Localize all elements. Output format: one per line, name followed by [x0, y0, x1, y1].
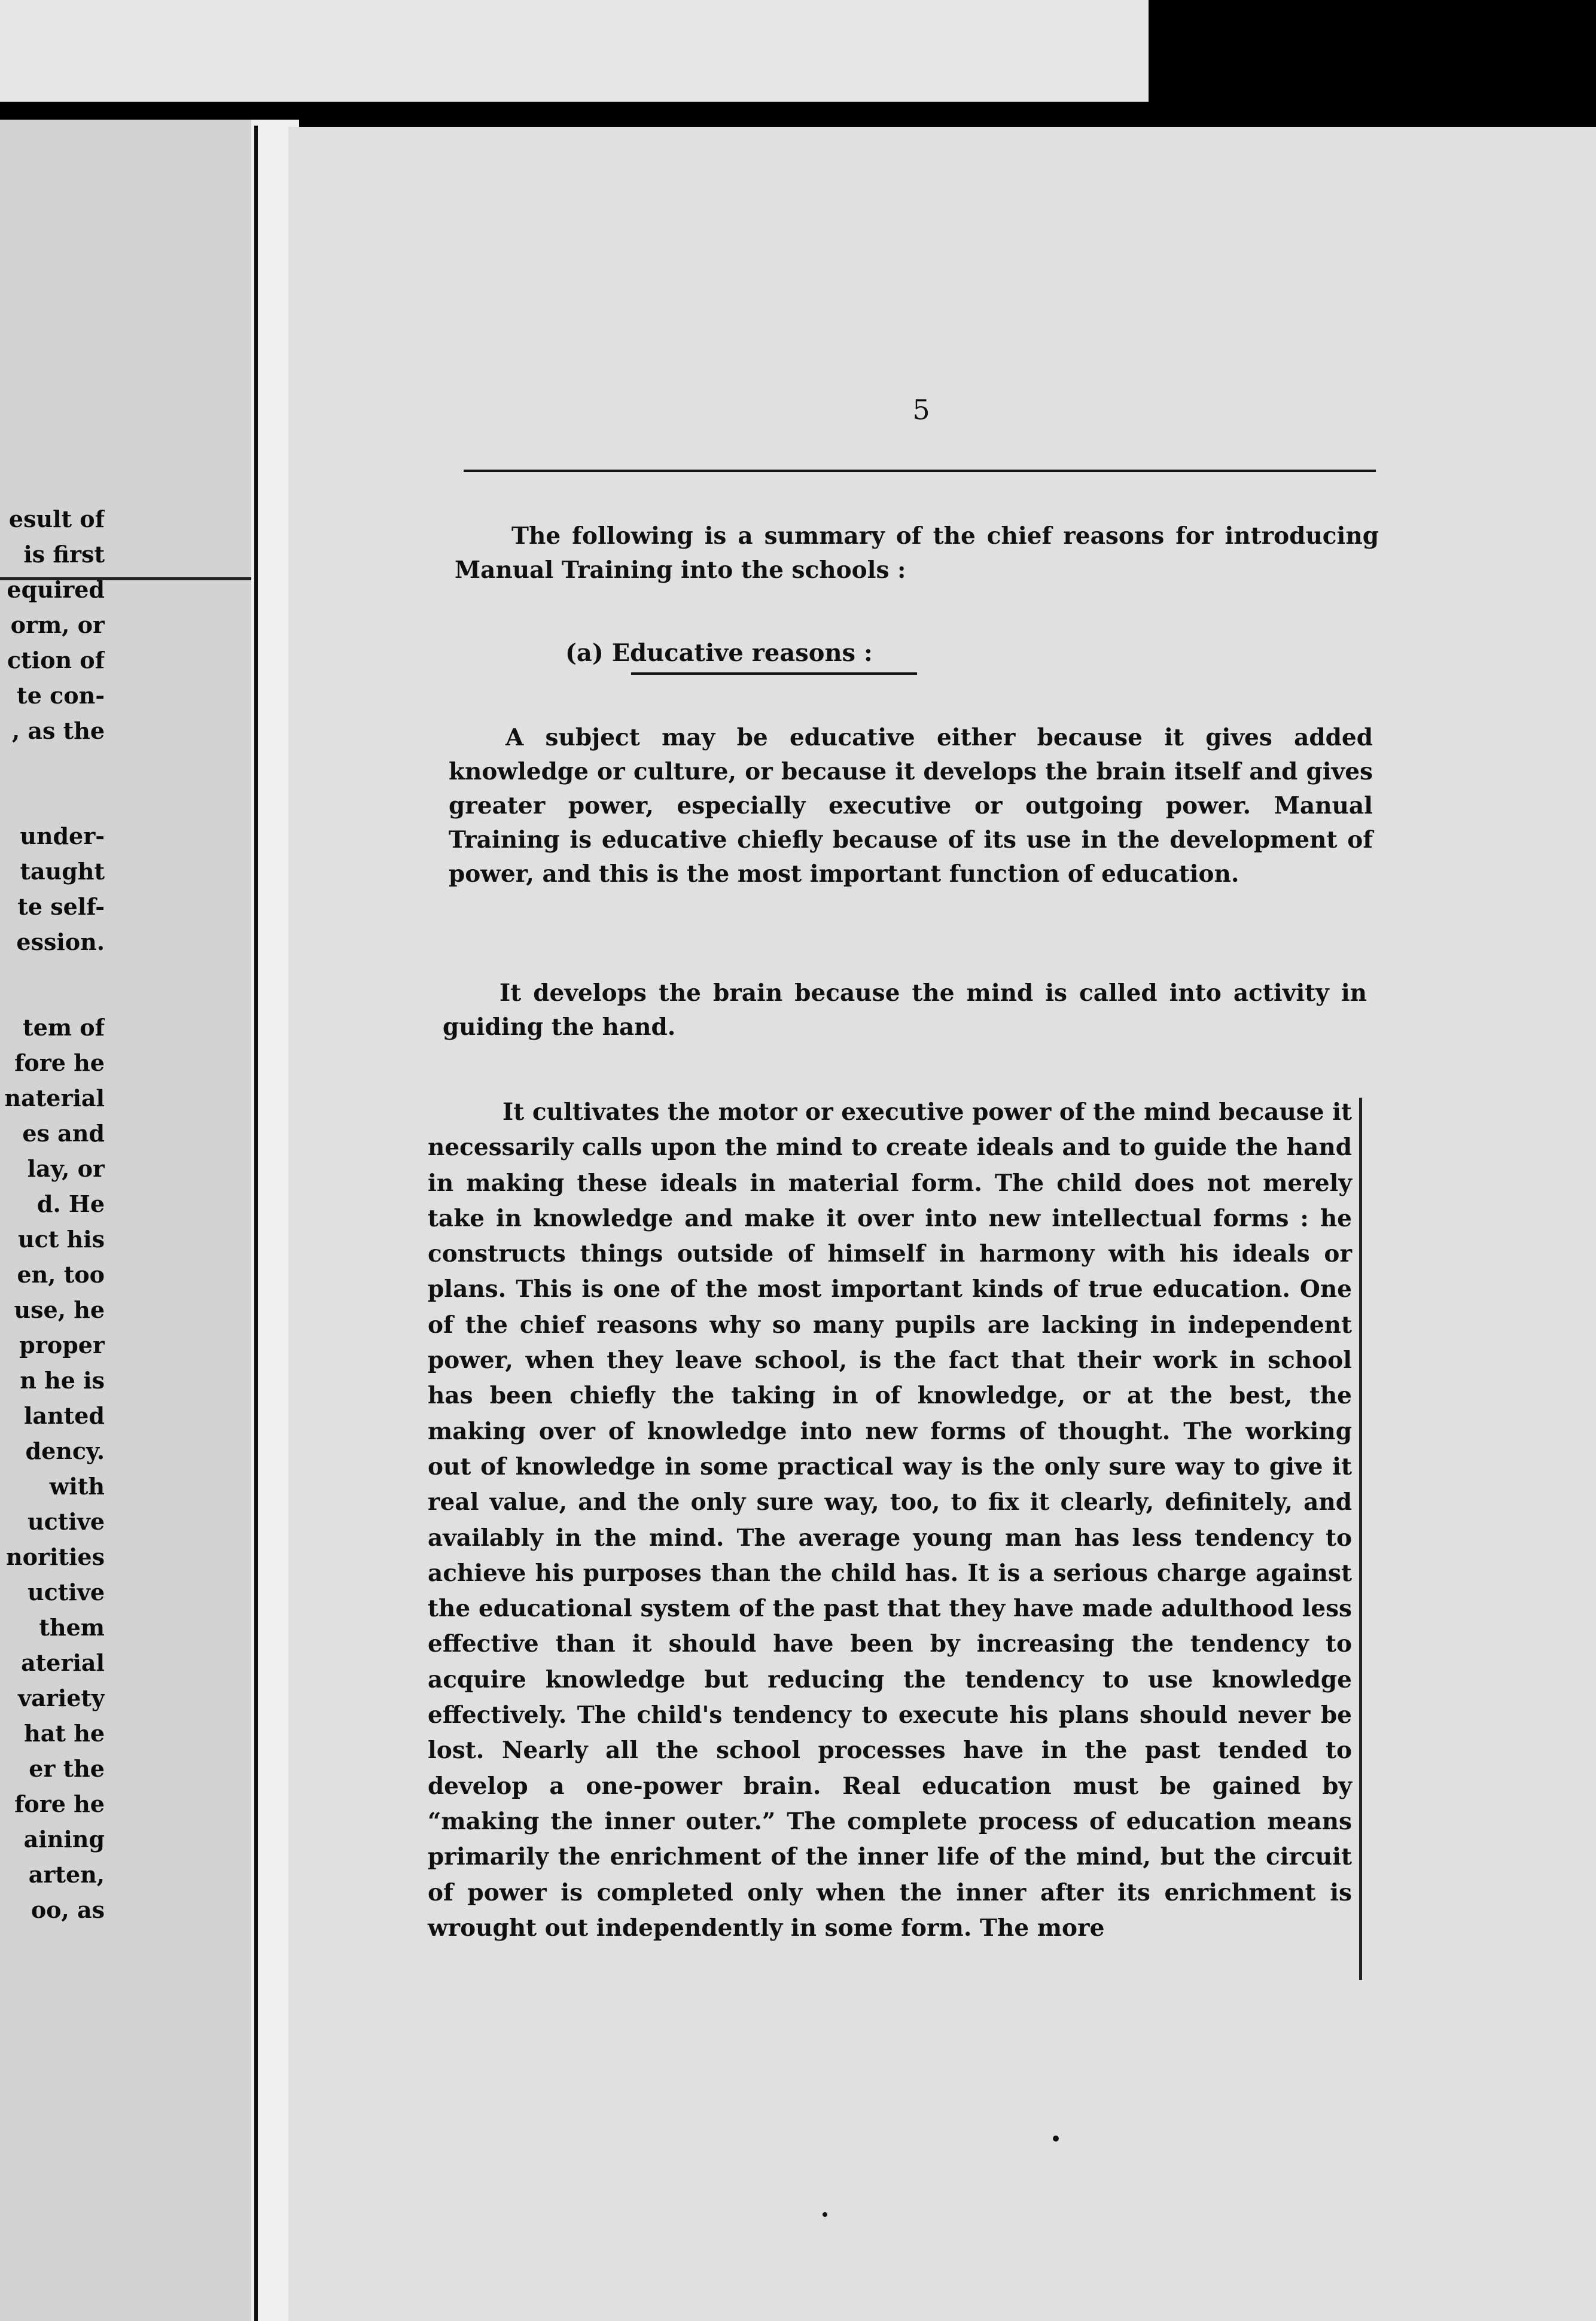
facing-page-fragment: dency.: [25, 1437, 105, 1464]
header-rule: [464, 470, 1376, 472]
facing-page-fragment: is first: [23, 541, 105, 568]
facing-page-fragment: er the: [29, 1755, 105, 1782]
heading-underline: [631, 672, 917, 675]
facing-page-fragment: uctive: [27, 1508, 105, 1535]
paragraph-educative-definition: A subject may be educative either because it gives added knowledge or culture, or because it develops the brain itself and gives greater power, especially executive or outgoing power. Manual Training is educative chiefly because of its use in the development of power, and this is the most important function of education.: [449, 724, 1373, 888]
facing-page-fragment: aining: [23, 1826, 105, 1853]
facing-page-fragment: fore he: [14, 1049, 105, 1076]
facing-page-fragment: fore he: [14, 1790, 105, 1817]
facing-page-fragment: , as the: [11, 717, 105, 744]
facing-page-fragment: n he is: [20, 1367, 105, 1394]
facing-page-fragment: te con-: [17, 682, 105, 709]
facing-page-fragment: proper: [19, 1332, 105, 1359]
facing-page-fragment: variety: [18, 1685, 105, 1711]
facing-page-fragment: uct his: [17, 1226, 105, 1253]
paragraph-motor-power: It cultivates the motor or executive power of the mind because it necessarily calls upon the mind to create ideals and to guide the hand in making these ideals in material form. The child does not merely take in knowledge and make it over into new intellectual forms : he constructs things outside of himself in harmony with his ideals or plans. This is one of the most important kinds of true education. One of the chief reasons why so many pupils are lacking in independent power, when they leave school, is the fact that their work in school has been chiefly the taking in of knowledge, or at the best, the making over of knowledge into new forms of thought. The working out of knowledge in some practical way is the only sure way to give it real value, and the only sure way, too, to fix it clearly, definitely, and availably in the mind. The average young man has less tendency to achieve his purposes than the child has. It is a serious charge against the educational system of the past that they have made adulthood less effective than it should have been by increasing the tendency to acquire knowledge but reducing the tendency to use knowledge effectively. The child's tendency to execute his plans should never be lost. Nearly all the school processes have in the past tended to develop a one-power brain. Real education must be gained by “making the inner outer.” The complete process of education means primarily the enrichment of the inner life of the mind, but the circuit of power is completed only when the inner after its enrichment is wrought out independently in some form. The more: [428, 1098, 1352, 1942]
facing-page-fragment: norities: [6, 1543, 105, 1570]
facing-page-fragment: under-: [20, 823, 105, 849]
paragraph-brain-development: It develops the brain because the mind is called into activity in guiding the hand.: [443, 979, 1367, 1041]
facing-page-fragment: aterial: [21, 1649, 105, 1676]
facing-page-fragment: uctive: [27, 1579, 105, 1606]
facing-page-fragment: with: [49, 1473, 105, 1500]
facing-page-fragment: es and: [22, 1120, 105, 1147]
facing-page-fragment: lanted: [24, 1402, 105, 1429]
ink-speck: [1053, 2136, 1059, 2142]
facing-page-fragment: en, too: [17, 1261, 105, 1288]
facing-page-fragment: orm, or: [10, 611, 105, 638]
facing-page-fragment: equired: [7, 576, 105, 603]
facing-page-fragment: arten,: [28, 1861, 105, 1888]
facing-page-left: [0, 120, 281, 2321]
section-heading: (a) Educative reasons :: [565, 639, 873, 667]
facing-page-fragment: naterial: [4, 1085, 105, 1111]
intro-paragraph: The following is a summary of the chief reasons for introducing Manual Training into the schools :: [455, 522, 1379, 584]
facing-page-fragment: taught: [20, 858, 105, 885]
facing-page-fragment: lay, or: [27, 1155, 105, 1182]
margin-annotation-bar: [1359, 1098, 1362, 1980]
page-number: 5: [912, 394, 930, 426]
ink-speck: [823, 2212, 827, 2217]
facing-page-fragment: ction of: [7, 647, 105, 674]
facing-page-fragment: tem of: [23, 1014, 105, 1041]
facing-page-fragment: them: [39, 1614, 105, 1641]
facing-page-fragment: ession.: [16, 928, 105, 955]
facing-page-fragment: hat he: [24, 1720, 105, 1747]
facing-page-fragment: esult of: [8, 505, 105, 532]
facing-page-fragment: te self-: [17, 893, 105, 920]
facing-page-fragment: oo, as: [31, 1896, 105, 1923]
scanner-background-strip: [0, 0, 1149, 102]
gutter-edge-line: [254, 126, 258, 2321]
facing-page-fragment: use, he: [14, 1296, 105, 1323]
facing-page-fragment: d. He: [36, 1190, 105, 1217]
